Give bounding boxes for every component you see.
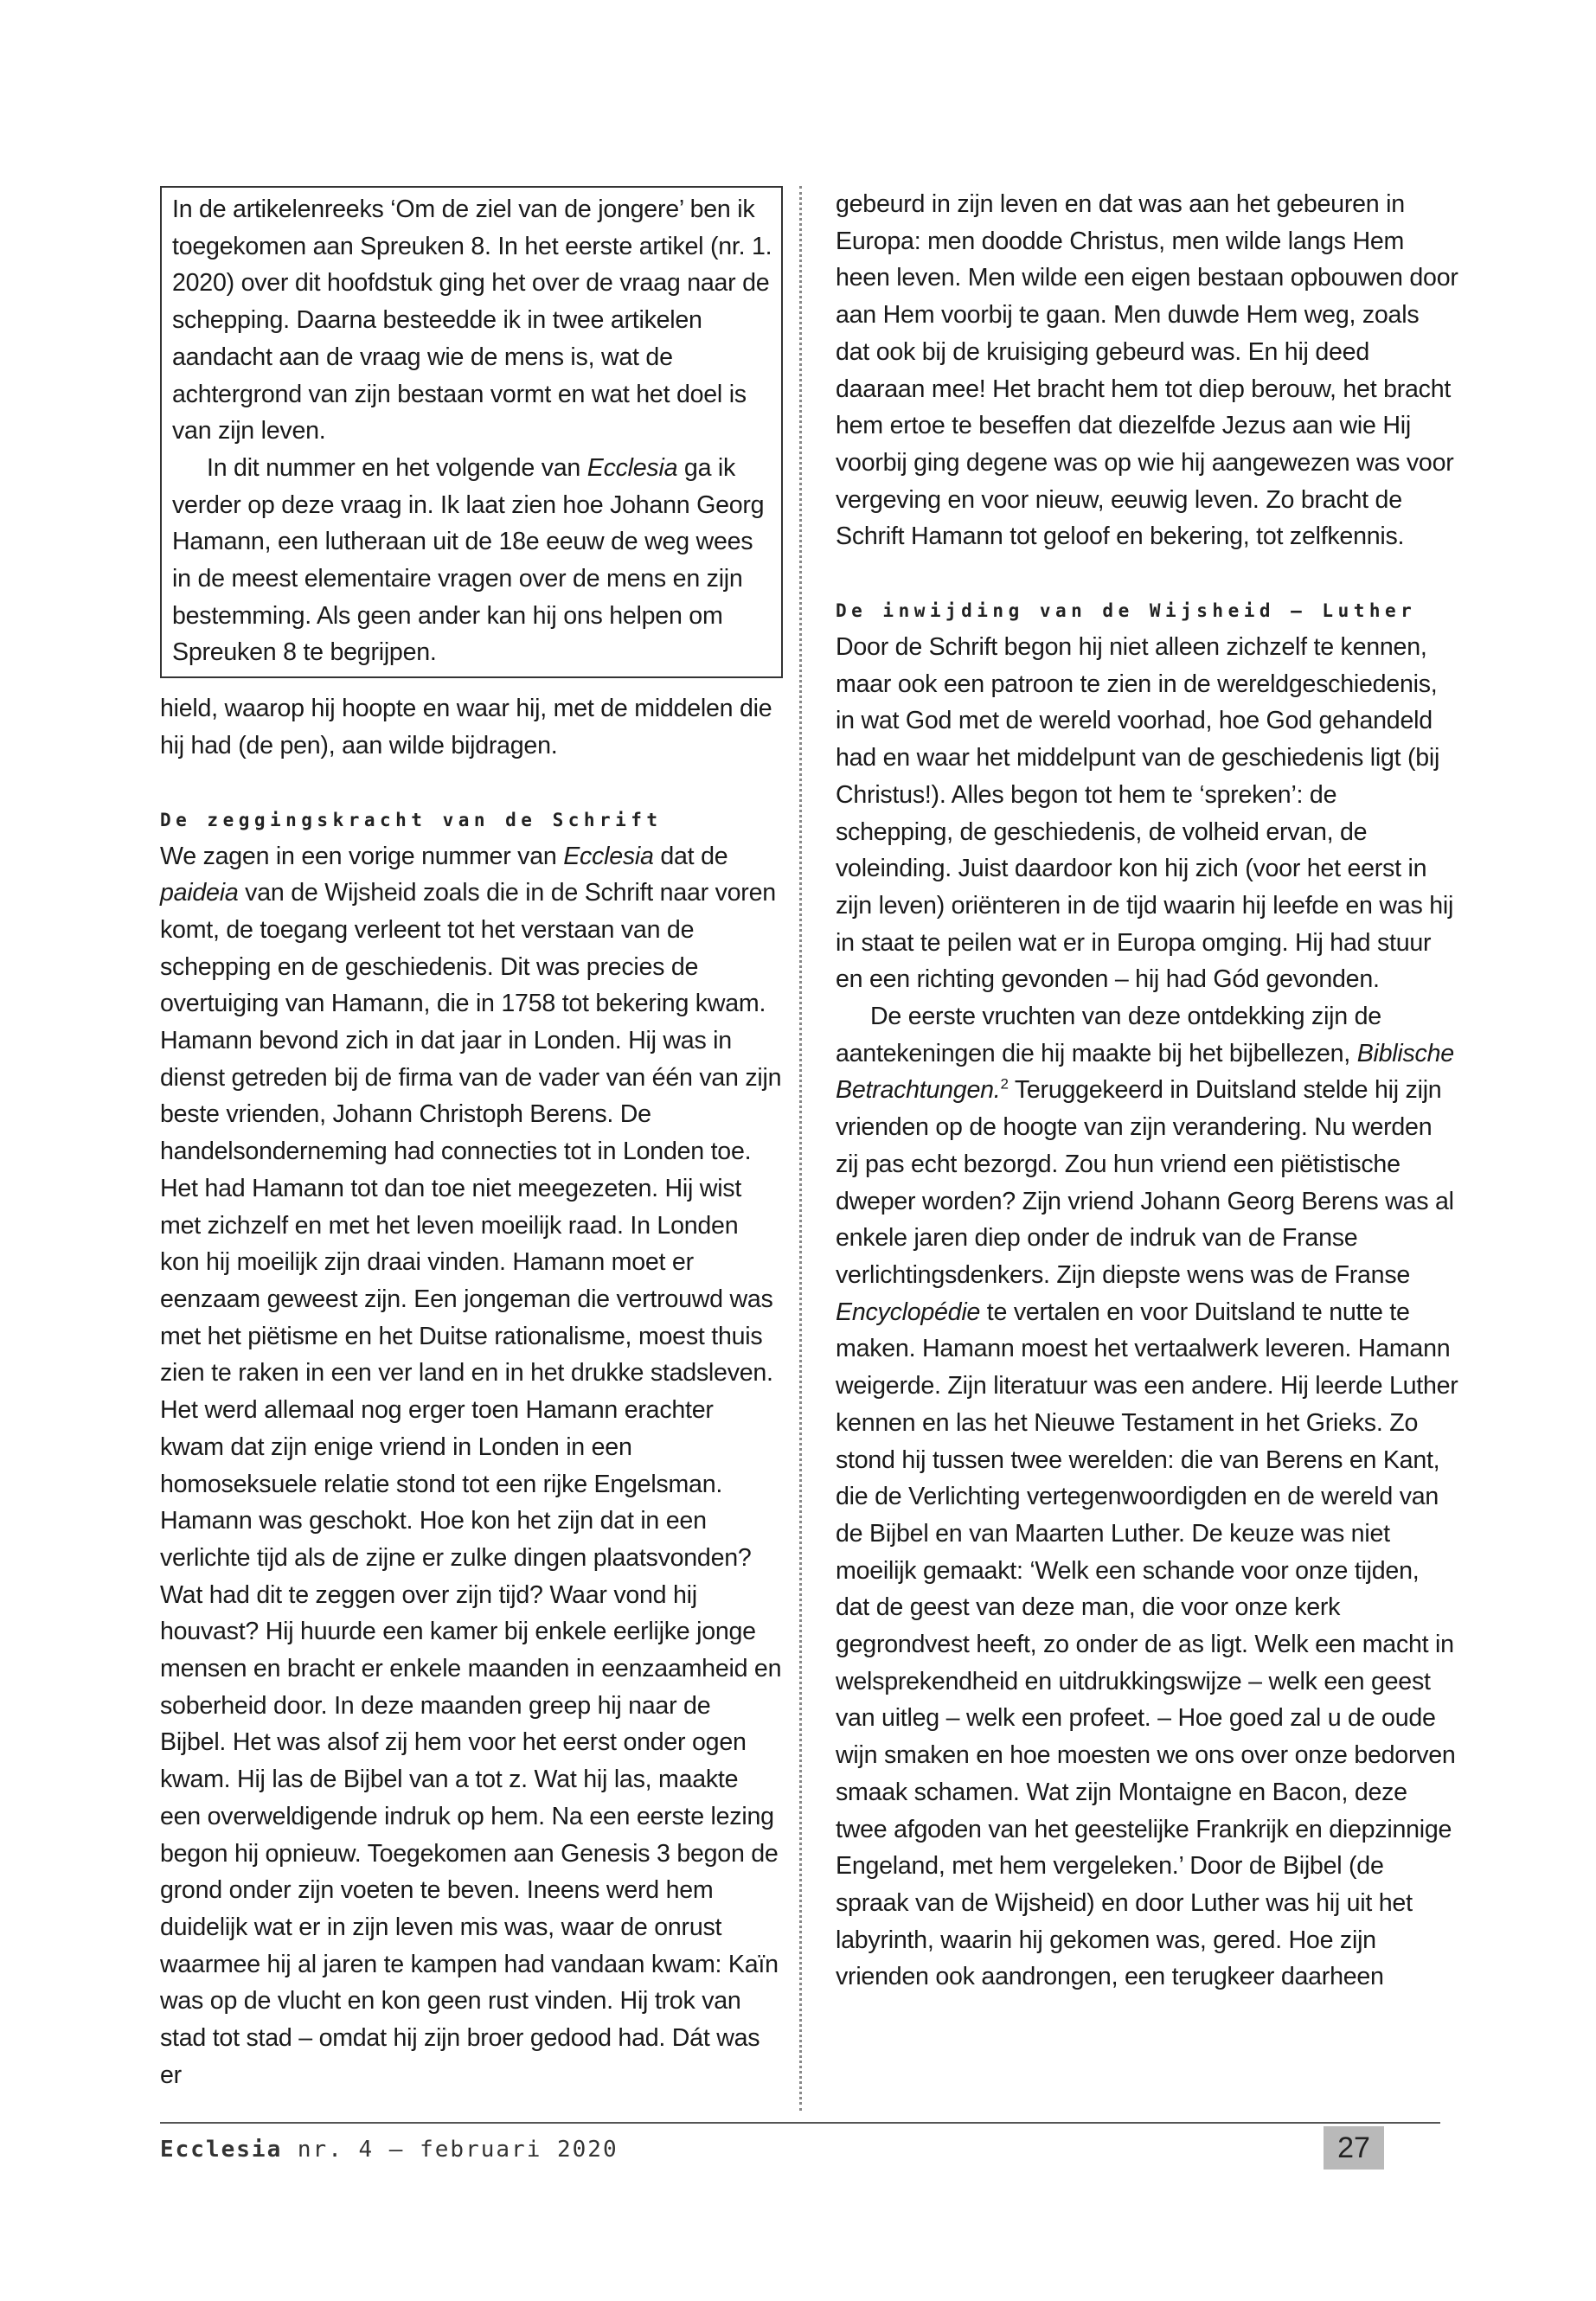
footer-issue: nr. 4 — februari 2020	[282, 2137, 619, 2163]
footer-issue-line	[160, 2137, 619, 2163]
right-paragraph-2: Door de Schrift begon hij niet alleen zichzelf te kennen, maar ook een patroon te zien in de wereldgeschiedenis, in wat God met de wereld voorhad, hoe God gehandeld had en waar het middelpunt van de geschiedenis ligt (bij Christus!). Alles begon tot hem te ‘spreken’: de schepping, de geschiedenis, de volheid ervan, de voleinding. Juist daardoor kon hij zich (voor het eerst in zijn leven) oriënteren in de tijd waarin hij leefde en was hij in staat te peilen wat er in Europa omging. Hij had stuur en een richting gevonden – hij had Gód gevonden.	[836, 633, 1454, 994]
column-divider	[799, 186, 802, 2111]
intro-paragraph-2	[172, 450, 772, 671]
right-column	[836, 186, 1458, 1996]
right-p3-emphasis-title: Biblische Betrachtungen.	[836, 1039, 1454, 1105]
intro-paragraph-1: In de artikelenreeks ‘Om de ziel van de jongere’ ben ik toegekomen aan Spreuken 8. In het eerste artikel (nr. 1. 2020) over dit hoofdstuk ging het over de vraag naar de schepping. Daarna besteedde ik in twee artikelen aandacht aan de vraag wie de mens is, wat de achtergrond van zijn bestaan vormt en wat het doel is van zijn leven.	[172, 195, 772, 445]
section-heading-schrift: De zeggingskracht van de Schrift	[160, 809, 663, 830]
intro-box	[160, 186, 783, 678]
intro-p2-emphasis: Ecclesia	[586, 453, 678, 482]
right-p3-text-e: te vertalen en voor Duitsland te nutte te maken. Hamann moest het vertaalwerk leveren. Hamann weigerde. Zijn literatuur was een andere. Hij leerde Luther kennen en las het Nieuwe Testament in het Grieks. Zo stond hij tussen twee werelden: die van Berens en Kant, die de Verlichting vertegenwoordigden en de wereld van de Bijbel en van Maarten Luther. De keuze was niet moeilijk gemaakt: ‘Welk een schande voor onze tijden, dat de geest van deze man, die voor onze kerk gegrondvest heeft, zo onder de as ligt. Welk een macht in welsprekendheid en uitdrukkingswijze – welk een geest van uitleg – welk een profeet. – Hoe goed zal u de oude wijn smaken en hoe moesten we ons over onze bedorven smaak schamen. Wat zijn Montaigne en Bacon, deze twee afgoden van het geestelijke Frankrijk en diepzinnige Engeland, met hem vergeleken.’ Door de Bijbel (de spraak van de Wijsheid) en door Luther was hij uit het labyrinth, waarin hij gekomen was, gered. Hoe zijn vrienden ook aandrongen, een terugkeer daarheen	[836, 1298, 1458, 1991]
right-paragraph-3	[836, 998, 1458, 1996]
intro-p2-text-c: ga ik verder op deze vraag in. Ik laat zien hoe Johann Georg Hamann, een lutheraan uit de 18e eeuw de weg wees in de meest elementaire vragen over de mens en zijn bestemming. Als geen ander kan hij ons helpen om Spreuken 8 te begrijpen.	[172, 453, 765, 667]
right-p3-text-c: Teruggekeerd in Duitsland stelde hij zijn vrienden op de hoogte van zijn verandering. Nu werden zij pas echt bezorgd. Zou hun vriend een piëtistische dweper worden? Zijn vriend Johann Georg Berens was al enkele jaren diep onder de indruk van de Franse verlichtingsdenkers. Zijn diepste wens was de Franse	[836, 1076, 1454, 1289]
left-p1-emphasis-paideia: paideia	[160, 879, 239, 907]
right-p3-text-a: De eerste vruchten van deze ontdekking zijn de aantekeningen die hij maakte bij het bijbellezen,	[836, 1003, 1381, 1067]
left-column	[160, 186, 783, 2093]
intro-p2-text-a: In dit nummer en het volgende van	[207, 453, 587, 482]
footer-magazine-name: Ecclesia	[160, 2137, 283, 2163]
left-p1-text-e: van de Wijsheid zoals die in de Schrift naar voren komt, de toegang verleent tot het verstaan van de schepping en de geschiedenis. Dit was precies de overtuiging van Hamann, die in 1758 tot bekering kwam. Hamann bevond zich in dat jaar in Londen. Hij was in dienst getreden bij de firma van de vader van één van zijn beste vrienden, Johann Christoph Berens. De handelsonderneming had connecties tot in Londen toe. Het had Hamann tot dan toe niet meegezeten. Hij wist met zichzelf en met het leven moeilijk raad. In Londen kon hij moeilijk zijn draai vinden. Hamann moet er eenzaam geweest zijn. Een jongeman die vertrouwd was met het piëtisme en het Duitse rationalisme, moest thuis zien te raken in een ver land en in het drukke stadsleven. Het werd allemaal nog erger toen Hamann erachter kwam dat zijn enige vriend in Londen in een homoseksuele relatie stond tot een rijke Engelsman. Hamann was geschokt. Hoe kon het zijn dat in een verlichte tijd als de zijne er zulke dingen plaatsvonden? Wat had dit te zeggen over zijn tijd? Waar vond hij houvast? Hij huurde een kamer bij enkele eerlijke jonge mensen en bracht er enkele maanden in eenzaamheid en soberheid door. In deze maanden greep hij naar de Bijbel. Het was alsof zij hem voor het eerst onder ogen kwam. Hij las de Bijbel van a tot z. Wat hij las, maakte een overweldigende indruk op hem. Na een eerste lezing begon hij opnieuw. Toegekomen aan Genesis 3 begon de grond onder zijn voeten te beven. Ineens werd hem duidelijk wat er in zijn leven mis was, waar de onrust waarmee hij al jaren te kampen had vandaan kwam: Kaïn was op de vlucht en kon geen rust vinden. Hij trok van stad tot stad – omdat hij zijn broer gedood had. Dát was er	[160, 879, 782, 2089]
right-paragraph-1: gebeurd in zijn leven en dat was aan het gebeuren in Europa: men doodde Christus, men wilde langs Hem heen leven. Men wilde een eigen bestaan opbouwen door aan Hem voorbij te gaan. Men duwde Hem weg, zoals dat ook bij de kruisiging gebeurd was. En hij deed daaraan mee! Het bracht hem tot diep berouw, het bracht hem ertoe te beseffen dat diezelfde Jezus aan wie Hij voorbij ging degene was op wie hij aangewezen was voor vergeving en voor nieuw, eeuwig leven. Zo bracht de Schrift Hamann tot geloof en bekering, tot zelfkennis.	[836, 190, 1458, 551]
section-heading-wijsheid: De inwijding van de Wijsheid — Luther	[836, 600, 1417, 622]
left-p1-text-c: dat de	[653, 842, 728, 870]
footer-rule	[160, 2122, 1440, 2124]
left-p1-emphasis-ecclesia: Ecclesia	[563, 842, 654, 870]
left-p1-text-a: We zagen in een vorige nummer van	[160, 842, 564, 870]
left-body-paragraph	[160, 838, 783, 2094]
right-p3-emphasis-encyclopedie: Encyclopédie	[836, 1298, 981, 1326]
footnote-ref-2[interactable]: 2	[1000, 1075, 1009, 1093]
left-continuation-paragraph: hield, waarop hij hoopte en waar hij, met de middelen die hij had (de pen), aan wilde bijdragen.	[160, 695, 772, 760]
page-number: 27	[1324, 2126, 1384, 2170]
